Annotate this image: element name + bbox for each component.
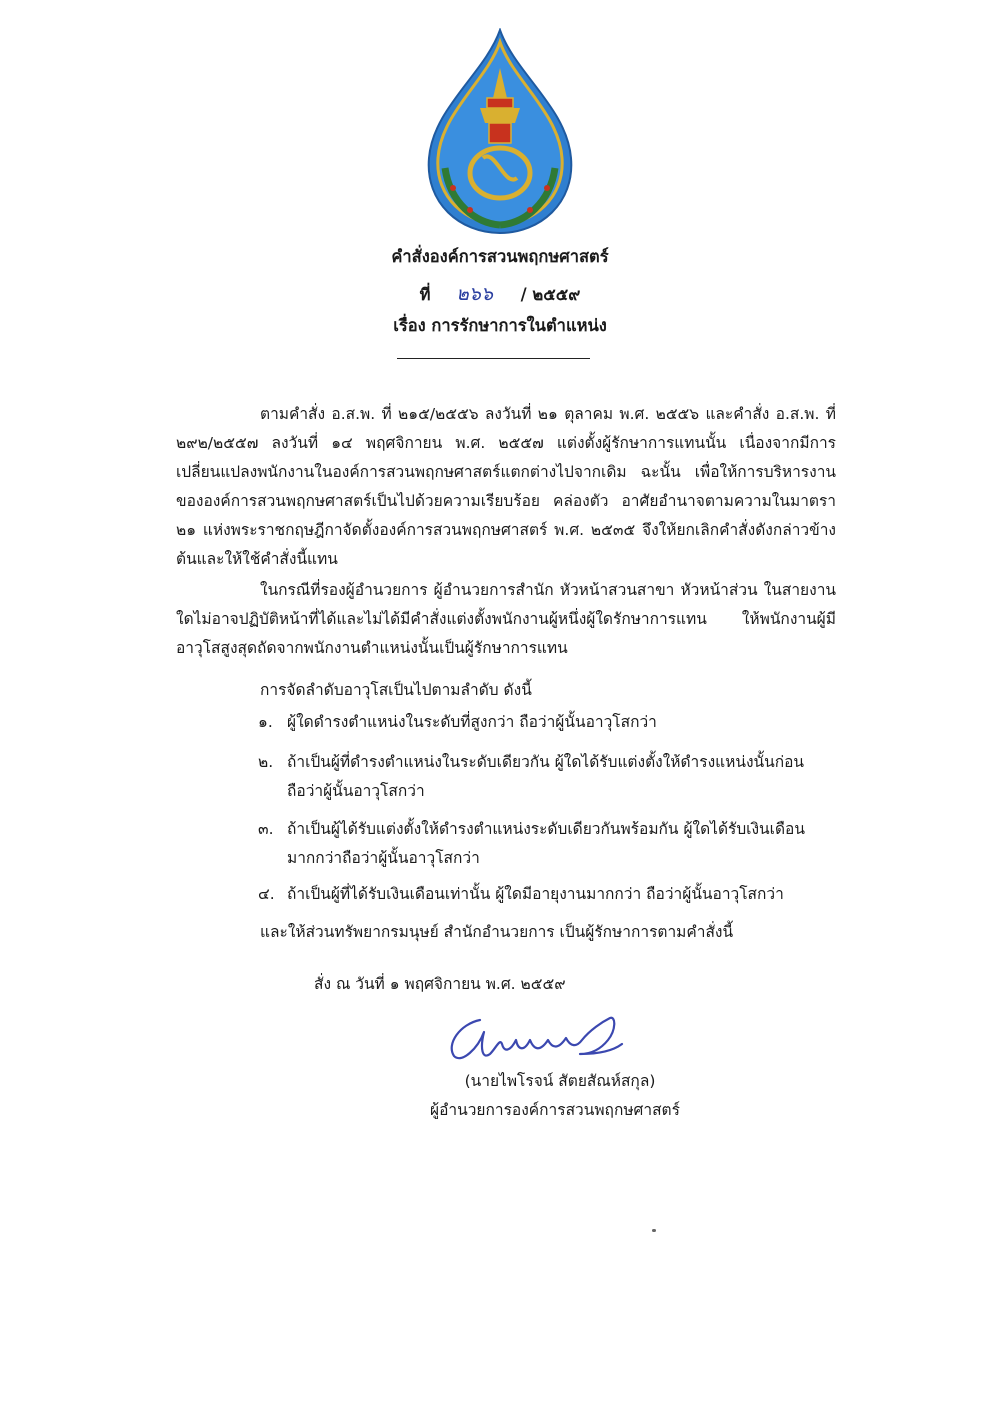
heading-divider bbox=[397, 358, 590, 359]
seal-emblem-icon bbox=[405, 28, 595, 238]
list-item-text: ถ้าเป็นผู้ได้รับแต่งตั้งให้ดำรงตำแหน่งระดับเดียวกันพร้อมกัน ผู้ใดได้รับเงินเดือนมากกว่าถือว่าผู้นั้นอาวุโสกว่า bbox=[287, 820, 805, 867]
order-title: คำสั่งองค์การสวนพฤกษศาสตร์ bbox=[391, 247, 609, 266]
closing-statement: และให้ส่วนทรัพยากรมนุษย์ สำนักอำนวยการ เป็นผู้รักษาการตามคำสั่งนี้ bbox=[260, 923, 734, 941]
body-paragraph-1: ตามคำสั่ง อ.ส.พ. ที่ ๒๑๕/๒๕๕๖ ลงวันที่ ๒๑ ตุลาคม พ.ศ. ๒๕๕๖ และคำสั่ง อ.ส.พ. ที่ ๒๙๒/๒๕๕๗ ลงวันที่ ๑๔ พฤศจิกายน พ.ศ. ๒๕๕๗ แต่งตั้งผู้รักษาการแทนนั้น เนื่องจากมีการเปลี่ยนแปลงพนักงานในองค์การสวนพฤกษศาสตร์แตกต่างไปจากเดิม ฉะนั้น เพื่อให้การบริหารงานขององค์การสวนพฤกษศาสตร์เป็นไปด้วยความเรียบร้อย คล่องตัว อาศัยอำนาจตามความในมาตรา ๒๑ แห่งพระราชกฤษฎีกาจัดตั้งองค์การสวนพฤกษศาสตร์ พ.ศ. ๒๕๓๕ จึงให้ยกเลิกคำสั่งดังกล่าวข้างต้นและให้ใช้คำสั่งนี้แทน bbox=[176, 405, 836, 568]
signatory-name: (นายไพโรจน์ สัตยสัณห์สกุล) bbox=[464, 1072, 656, 1090]
list-item-number: ๒. bbox=[258, 753, 274, 771]
list-item-text: ถ้าเป็นผู้ที่ดำรงตำแหน่งในระดับเดียวกัน ผู้ใดได้รับแต่งตั้งให้ดำรงแหน่งนั้นก่อน ถือว่าผู้นั้นอาวุโสกว่า bbox=[287, 753, 805, 800]
body-paragraph-2: ในกรณีที่รองผู้อำนวยการ ผู้อำนวยการสำนัก หัวหน้าสวนสาขา หัวหน้าส่วน ในสายงานใดไม่อาจปฏิบัติหน้าที่ได้และไม่ได้มีคำสั่งแต่งตั้งพนักงานผู้หนึ่งผู้ใดรักษาการแทน ให้พนักงานผู้มีอาวุโสสูงสุดถัดจากพนักงานตำแหน่งนั้นเป็นผู้รักษาการแทน bbox=[176, 581, 836, 657]
order-subject: เรื่อง การรักษาการในตำแหน่ง bbox=[393, 316, 607, 335]
list-item bbox=[258, 815, 838, 873]
order-number-line bbox=[0, 279, 1000, 309]
order-number-label: ที่ bbox=[419, 285, 431, 304]
list-item bbox=[258, 880, 838, 909]
list-item-number: ๔. bbox=[258, 885, 275, 903]
signatory-position: ผู้อำนวยการองค์การสวนพฤกษศาสตร์ bbox=[430, 1101, 680, 1119]
list-item-text: ถ้าเป็นผู้ที่ได้รับเงินเดือนเท่านั้น ผู้ใดมีอายุงานมากกว่า ถือว่าผู้นั้นอาวุโสกว่า bbox=[287, 885, 784, 903]
order-number-year: / ๒๕๕๙ bbox=[520, 285, 581, 304]
scan-speck bbox=[652, 1229, 656, 1232]
order-date: สั่ง ณ วันที่ ๑ พฤศจิกายน พ.ศ. ๒๕๕๙ bbox=[314, 975, 566, 993]
list-item-text: ผู้ใดดำรงตำแหน่งในระดับที่สูงกว่า ถือว่าผู้นั้นอาวุโสกว่า bbox=[287, 713, 657, 731]
list-item-number: ๑. bbox=[258, 713, 273, 731]
order-number-handwritten: ๒๖๖ bbox=[456, 283, 493, 305]
royal-seal-logo bbox=[405, 28, 595, 238]
list-item bbox=[258, 748, 838, 806]
list-item-number: ๓. bbox=[258, 820, 274, 838]
list-item bbox=[258, 708, 838, 737]
handwritten-signature bbox=[440, 1010, 640, 1066]
signature-icon bbox=[440, 1010, 640, 1066]
seniority-list-intro: การจัดลำดับอาวุโสเป็นไปตามลำดับ ดังนี้ bbox=[260, 681, 532, 699]
